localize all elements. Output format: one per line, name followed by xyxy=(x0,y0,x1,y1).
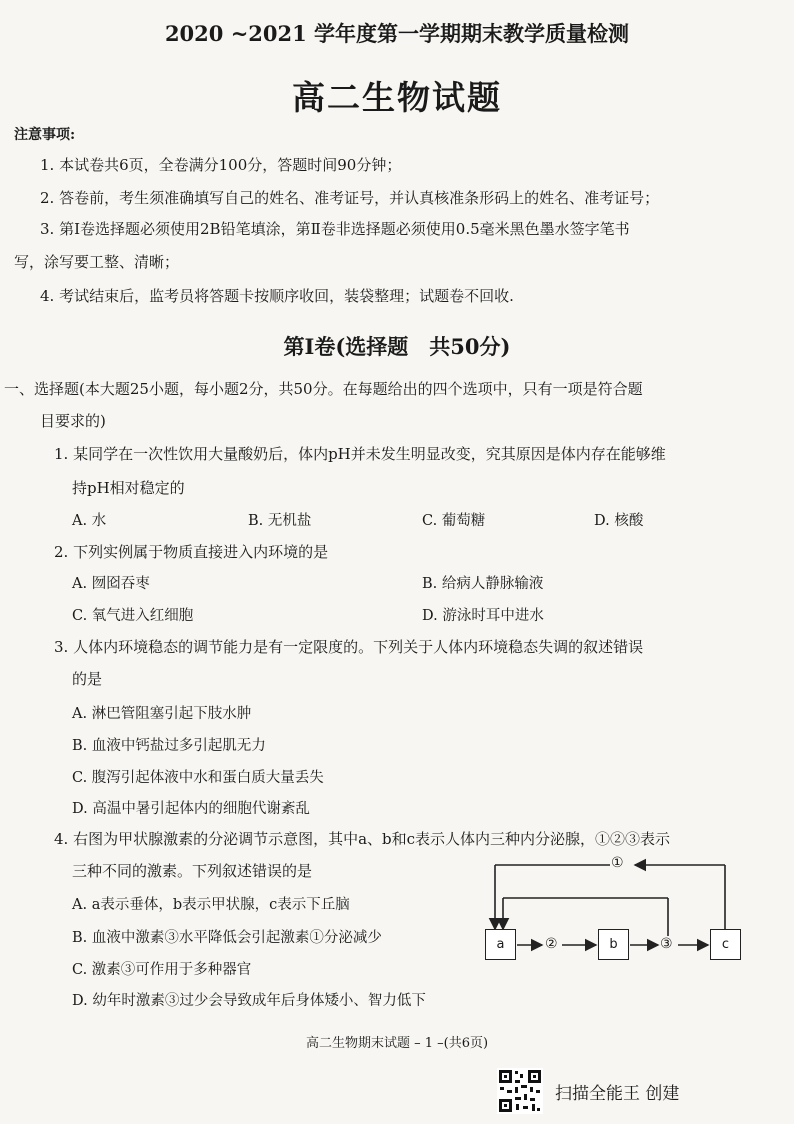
q4-option-a: A. a表示垂体，b表示甲状腺，c表示下丘脑 xyxy=(72,897,350,913)
q2-option-a: A. 囫囵吞枣 xyxy=(72,576,150,592)
qr-code-icon xyxy=(497,1068,543,1118)
scanner-watermark: 扫描全能王 创建 xyxy=(555,1084,680,1104)
q3-option-d: D. 高温中暑引起体内的细胞代谢紊乱 xyxy=(72,801,310,817)
notice-item-3: 3. 第Ⅰ卷选择题必须使用2B铅笔填涂，第Ⅱ卷非选择题必须使用0.5毫米黑色墨水签字笔书 xyxy=(40,220,630,238)
exam-title: 2020 ~2021 学年度第一学期期末教学质量检测 xyxy=(164,21,630,46)
q3-stem: 3. 人体内环境稳态的调节能力是有一定限度的。下列关于人体内环境稳态失调的叙述错误 xyxy=(54,638,644,656)
q3-stem-cont: 的是 xyxy=(72,670,103,688)
q1-option-d: D. 核酸 xyxy=(594,513,644,529)
gland-box-a: a xyxy=(485,929,516,960)
hormone-label-3: ③ xyxy=(660,936,673,952)
q1-option-c: C. 葡萄糖 xyxy=(422,513,486,529)
q1-stem-cont: 持pH相对稳定的 xyxy=(72,479,185,497)
q4-stem: 4. 右图为甲状腺激素的分泌调节示意图，其中a、b和c表示人体内三种内分泌腺，①②③表示 xyxy=(54,830,671,848)
part1-title: 第Ⅰ卷(选择题 共50分) xyxy=(283,334,511,359)
notice-item-2: 2. 答卷前，考生须准确填写自己的姓名、准考证号，并认真核准条形码上的姓名、准考证号； xyxy=(40,189,660,207)
q2-stem: 2. 下列实例属于物质直接进入内环境的是 xyxy=(54,543,329,561)
page-footer: 高二生物期末试题 – 1 –(共6页) xyxy=(305,1036,489,1051)
q1-option-b: B. 无机盐 xyxy=(248,513,312,529)
hormone-label-2: ② xyxy=(545,936,558,952)
q2-option-d: D. 游泳时耳中进水 xyxy=(422,608,544,624)
notice-item-4: 4. 考试结束后，监考员将答题卡按顺序收回，装袋整理；试题卷不回收. xyxy=(40,287,514,305)
q4-option-d: D. 幼年时激素③过少会导致成年后身体矮小、智力低下 xyxy=(72,993,426,1009)
q4-option-b: B. 血液中激素③水平降低会引起激素①分泌减少 xyxy=(72,930,382,946)
section-instructions: 一、选择题(本大题25小题，每小题2分，共50分。在每题给出的四个选项中，只有一项是符合题 xyxy=(4,380,643,398)
q1-option-a: A. 水 xyxy=(72,513,107,529)
q2-option-c: C. 氧气进入红细胞 xyxy=(72,608,194,624)
notice-item-1: 1. 本试卷共6页，全卷满分100分，答题时间90分钟； xyxy=(40,156,402,174)
q3-option-a: A. 淋巴管阻塞引起下肢水肿 xyxy=(72,706,252,722)
hormone-label-1: ① xyxy=(611,855,624,871)
section-instructions-cont: 目要求的) xyxy=(40,412,106,430)
gland-box-c: c xyxy=(710,929,741,960)
paper-title: 高二生物试题 xyxy=(292,78,502,117)
q3-option-c: C. 腹泻引起体液中水和蛋白质大量丢失 xyxy=(72,770,324,786)
gland-box-b: b xyxy=(598,929,629,960)
q4-stem-cont: 三种不同的激素。下列叙述错误的是 xyxy=(72,862,313,880)
q4-option-c: C. 激素③可作用于多种器官 xyxy=(72,962,252,978)
q3-option-b: B. 血液中钙盐过多引起肌无力 xyxy=(72,738,266,754)
notice-heading: 注意事项: xyxy=(14,127,76,143)
notice-item-3-cont: 写，涂写要工整、清晰； xyxy=(14,253,180,271)
q1-stem: 1. 某同学在一次性饮用大量酸奶后，体内pH并未发生明显改变，究其原因是体内存在能够维 xyxy=(54,445,666,463)
q2-option-b: B. 给病人静脉输液 xyxy=(422,576,544,592)
